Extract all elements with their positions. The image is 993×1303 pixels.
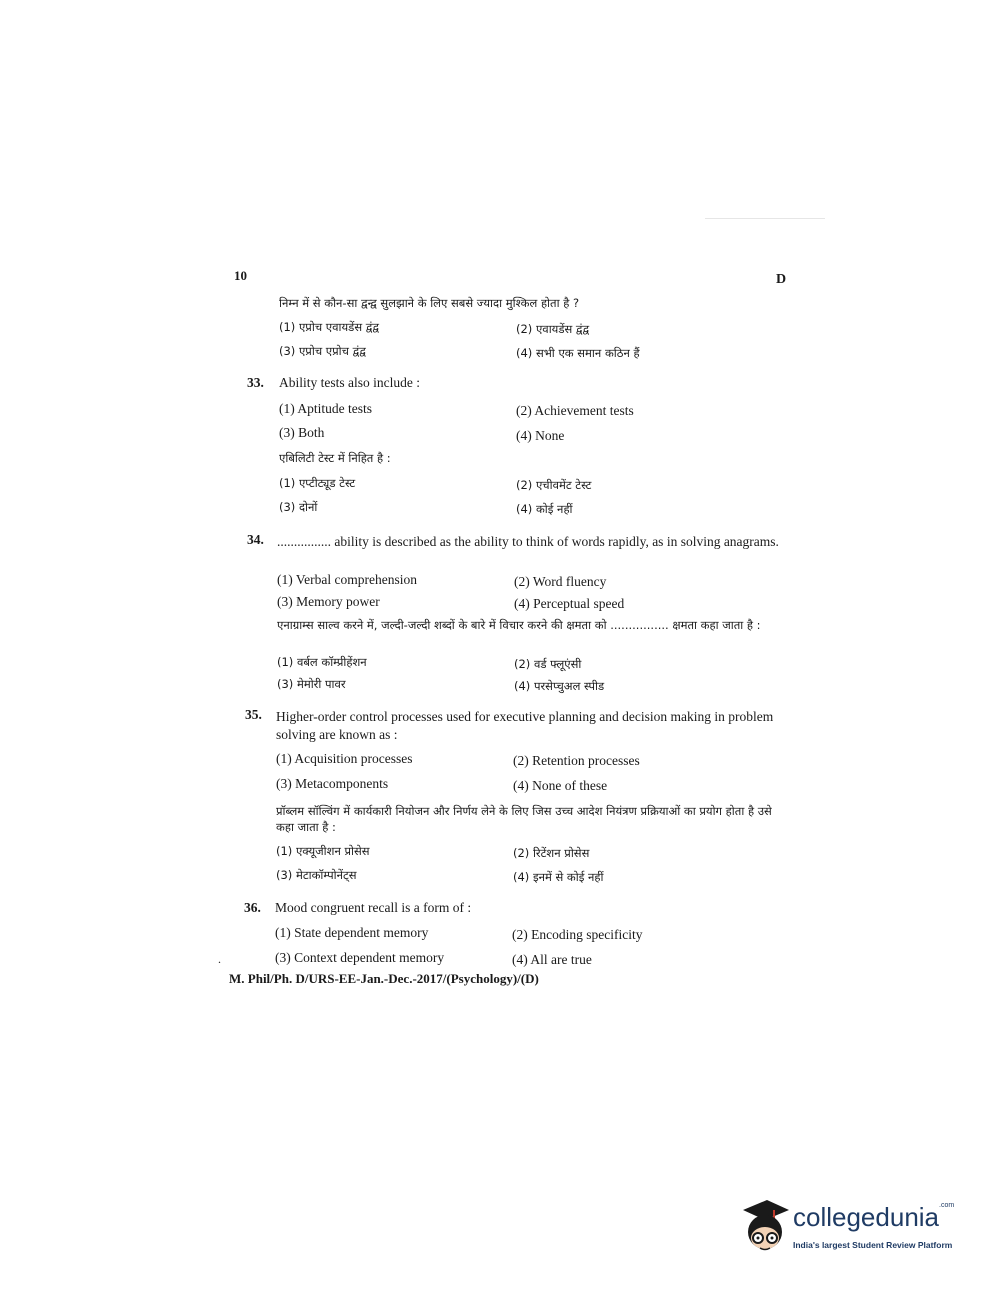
q35-option-2: (2) Retention processes	[513, 753, 640, 768]
q32-hindi-option-3: (3) एप्रोच एप्रोच द्वंद्व	[279, 344, 366, 358]
logo-tagline: India's largest Student Review Platform	[793, 1240, 953, 1250]
logo-name: collegedunia	[793, 1202, 940, 1232]
q35-hindi-option-3: (3) मेटाकॉम्पोनेंट्स	[276, 868, 357, 882]
q36-option-3: (3) Context dependent memory	[275, 950, 445, 965]
q35-hindi-option-1: (1) एक्यूजीशन प्रोसेस	[276, 844, 370, 858]
q33-option-4: (4) None	[516, 428, 565, 443]
q34-option-2: (2) Word fluency	[514, 574, 607, 589]
q35-option-4: (4) None of these	[513, 778, 608, 793]
q36-option-2: (2) Encoding specificity	[512, 927, 643, 942]
q35-number: 35.	[245, 707, 262, 722]
q34-hindi-option-3: (3) मेमोरी पावर	[277, 677, 346, 691]
q35-text: Higher-order control processes used for executive planning and decision making in problem solving are known as :	[276, 709, 774, 742]
q36-option-1: (1) State dependent memory	[275, 925, 429, 940]
logo-suffix: .com	[939, 1202, 955, 1209]
stray-mark: .	[218, 952, 221, 966]
q34-hindi-option-4: (4) परसेप्चुअल स्पीड	[514, 679, 605, 693]
q35-hindi-question: प्रॉब्लम सॉल्विंग में कार्यकारी नियोजन और निर्णय लेने के लिए जिस उच्च आदेश नियंत्रण प्रक्रियाओं का प्रयोग होता है उसे कहा जाता है :	[276, 804, 772, 834]
q33-option-2: (2) Achievement tests	[516, 403, 634, 418]
q34-hindi-question: एनाग्राम्स साल्व करने में, जल्दी-जल्दी शब्दों के बारे में विचार करने की क्षमता को ................ क्षमता कहा जाता है :	[277, 618, 761, 632]
q35-hindi-option-4: (4) इनमें से कोई नहीं	[513, 870, 604, 884]
footer-code: M. Phil/Ph. D/URS-EE-Jan.-Dec.-2017/(Psychology)/(D)	[229, 971, 539, 986]
q34-option-1: (1) Verbal comprehension	[277, 572, 417, 587]
top-rule	[705, 218, 825, 219]
q32-hindi-option-1: (1) एप्रोच एवायडेंस द्वंद्व	[279, 320, 379, 334]
q33-hindi-option-3: (3) दोनों	[279, 500, 318, 514]
page-number: 10	[234, 268, 247, 283]
q33-number: 33.	[247, 375, 264, 390]
q32-hindi-option-2: (2) एवायडेंस द्वंद्व	[516, 322, 590, 336]
q35-option-3: (3) Metacomponents	[276, 776, 389, 791]
q34-option-4: (4) Perceptual speed	[514, 596, 625, 611]
q33-hindi-question: एबिलिटी टेस्ट में निहित है :	[279, 451, 391, 465]
q33-hindi-option-2: (2) एचीवमेंट टेस्ट	[516, 478, 592, 492]
q34-option-3: (3) Memory power	[277, 594, 380, 609]
logo-wordmark	[793, 1202, 954, 1233]
q36-option-4: (4) All are true	[512, 952, 592, 967]
q33-hindi-option-4: (4) कोई नहीं	[516, 502, 573, 516]
q33-text: Ability tests also include :	[279, 375, 420, 390]
q33-hindi-option-1: (1) एप्टीट्यूड टेस्ट	[279, 476, 356, 490]
q32-hindi-question: निम्न में से कौन-सा द्वन्द्व सुलझाने के लिए सबसे ज्यादा मुश्किल होता है ?	[279, 296, 580, 310]
q34-text: ................ ability is described as the ability to think of words rapidly, as in solving anagrams.	[277, 534, 779, 549]
q35-option-1: (1) Acquisition processes	[276, 751, 413, 766]
q36-text: Mood congruent recall is a form of :	[275, 900, 472, 915]
q34-number: 34.	[247, 532, 264, 547]
q33-option-3: (3) Both	[279, 425, 325, 440]
q32-hindi-option-4: (4) सभी एक समान कठिन हैं	[516, 346, 640, 360]
q36-number: 36.	[244, 900, 261, 915]
q34-hindi-option-1: (1) वर्बल कॉम्प्रीहेंशन	[277, 655, 367, 669]
mascot-icon	[735, 1196, 791, 1258]
q35-hindi-option-2: (2) रिटेंशन प्रोसेस	[513, 846, 590, 860]
q33-option-1: (1) Aptitude tests	[279, 401, 372, 416]
q34-hindi-option-2: (2) वर्ड फ्लूएंसी	[514, 657, 582, 671]
series-code: D	[776, 272, 787, 287]
collegedunia-logo	[735, 1196, 965, 1266]
